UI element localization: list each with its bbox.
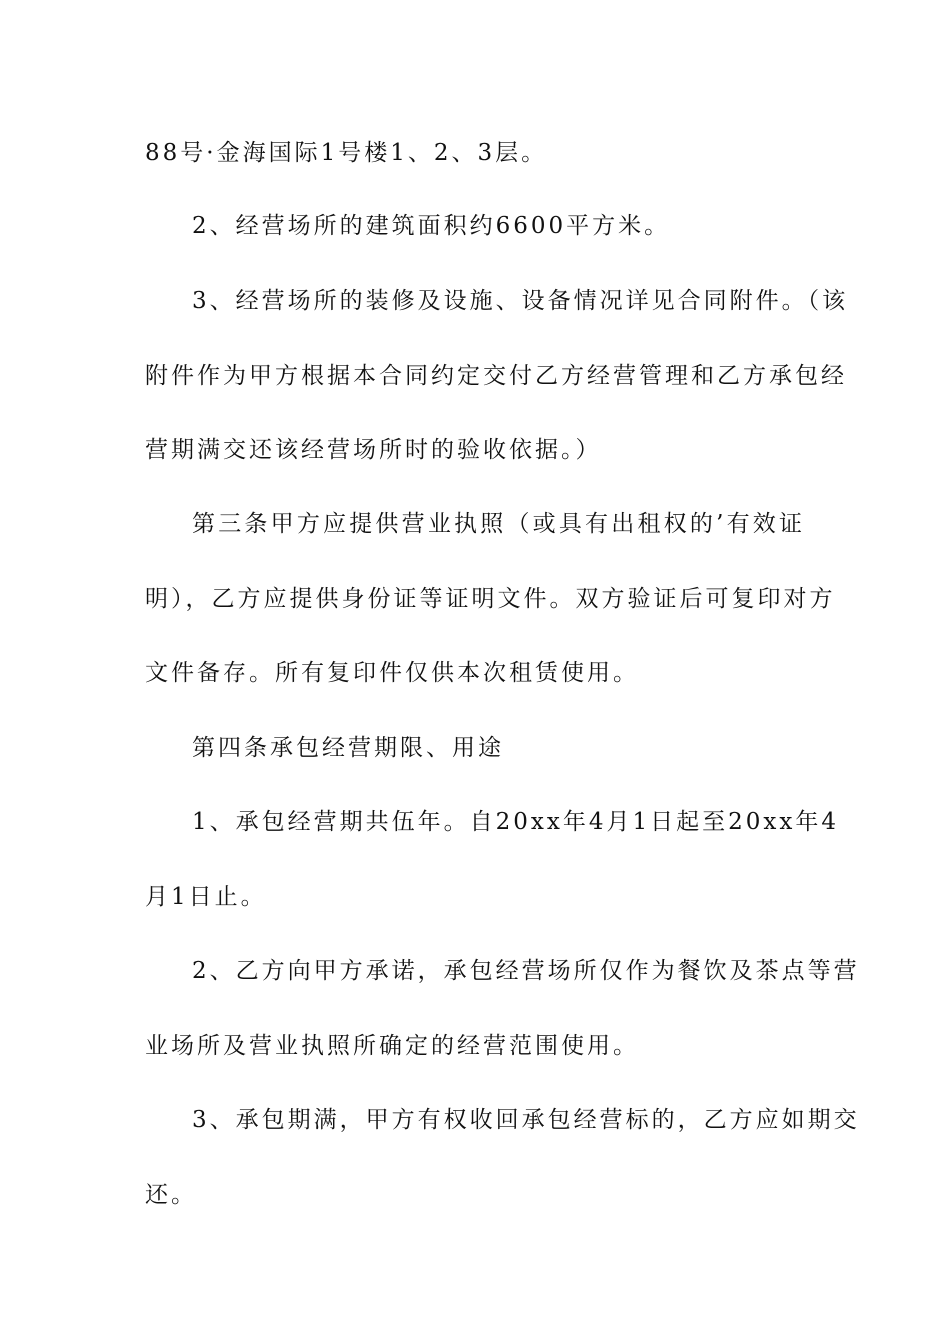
text-line-article-3-start: 第三条甲方应提供营业执照（或具有出租权的’有效证 [192, 511, 805, 537]
text-line-item-3-end: 营期满交还该经营场所时的验收依据。） [145, 437, 602, 463]
text-line-item-2-area: 2、经营场所的建筑面积约6600平方米。 [192, 213, 671, 239]
text-line-address-continuation: 88号·金海国际1号楼1、2、3层。 [145, 140, 548, 166]
text-line-expiry-start: 3、承包期满，甲方有权收回承包经营标的，乙方应如期交 [192, 1107, 860, 1133]
text-line-item-3-start: 3、经营场所的装修及设施、设备情况详见合同附件。（该 [192, 288, 849, 314]
text-line-article-3-middle: 明），乙方应提供身份证等证明文件。双方验证后可复印对方 [145, 586, 836, 612]
text-line-use-start: 2、乙方向甲方承诺，承包经营场所仅作为餐饮及茶点等营 [192, 958, 860, 984]
text-line-term-start: 1、承包经营期共伍年。自20xx年4月1日起至20xx年4 [192, 809, 839, 835]
text-line-expiry-end: 还。 [145, 1182, 197, 1208]
text-line-term-end: 月1日止。 [145, 884, 267, 910]
text-line-use-end: 业场所及营业执照所确定的经营范围使用。 [145, 1033, 639, 1059]
article-4-heading: 第四条承包经营期限、用途 [192, 735, 504, 761]
text-line-item-3-middle: 附件作为甲方根据本合同约定交付乙方经营管理和乙方承包经 [145, 363, 847, 389]
text-line-article-3-end: 文件备存。所有复印件仅供本次租赁使用。 [145, 660, 639, 686]
